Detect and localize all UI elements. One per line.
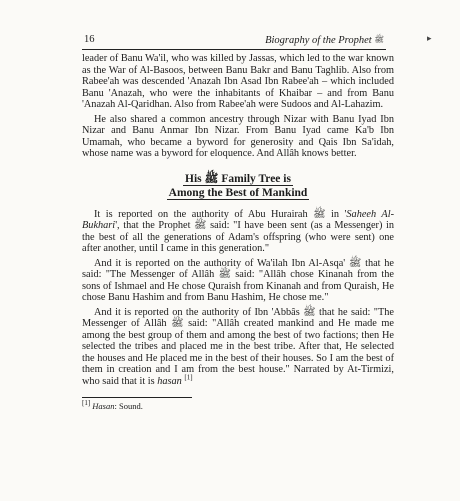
paragraph-5: [82, 307, 394, 388]
paragraph-5-text: And it is reported on the authority of Ibn 'Abbâs ﷺ that he said: "The Messenger of Allâh ﷺ said: "Allâh created mankind and He made me among the best group of them and among the best of two factions; then He selected the tribes and placed me in the best tribe. After that, He selected the houses and He placed me in the best of their houses. So I am the best of them in creation and I am from the best house." Narrated by At-Tirmizi, who said that it is: [82, 306, 395, 387]
section-heading-line-1: His ﷺ Family Tree is: [185, 172, 291, 185]
pbuh-glyph: ﷺ: [374, 35, 384, 44]
section-heading-line-2: Among the Best of Mankind: [168, 187, 308, 199]
paragraph-2: He also shared a common ancestry through Nizar with Banu Iyad Ibn Nizar and Banu Anmar Ibn Nizar. From Banu Iyad came Ka'b Ibn Umamah, who became a byword for generosity and Qais Ibn Sa'idah, whose name was a byword for eloquence. And Allâh knows better.: [82, 113, 394, 159]
hasan-term: hasan: [157, 375, 182, 387]
running-head: [265, 34, 384, 46]
page-body: [82, 53, 394, 411]
footnote: [82, 401, 394, 411]
running-head-title: Biography of the Prophet: [265, 35, 372, 46]
section-heading: [82, 172, 394, 201]
source-title: Saheeh Al-Bukhari: [82, 208, 394, 231]
page-header: [82, 32, 386, 50]
paragraph-4: And it is reported on the authority of Wa'ilah Ibn Al-Asqa' ﷺ that he said: "The Messenger of Allâh ﷺ said: "Allâh chose Kinanah from the sons of Ishmael and He chose Quraish from Kinanah and from Quraish, He chose Banu Hashim and from Banu Hashim, He chose me.": [82, 257, 395, 303]
footnote-divider: [82, 397, 192, 398]
margin-mark-icon: ▸: [427, 33, 432, 43]
footnote-marker: [1]: [82, 399, 91, 408]
page-number: 16: [84, 34, 95, 45]
paragraph-3-text-a: It is reported on the authority of Abu Hurairah ﷺ in ': [94, 208, 347, 220]
paragraph-1: leader of Banu Wa'il, who was killed by Jassas, which led to the war known as the War of Al-Basoos, between Banu Bakr and Banu Taghlib. Also from Rabee'ah was descended 'Anazah Ibn Asad Ibn Rabee'ah – which included Banu 'Anazah, who were the inhabitants of Khaibar – and from Banu 'Anazah Al-Qaridhan. Also from Rabee'ah were Sudoos and Al-Lahazim.: [82, 53, 394, 110]
footnote-term: Hasan: [92, 401, 115, 411]
paragraph-3-text-b: ', that the Prophet ﷺ said: "I have been sent (as a Messenger) in the best of all the generations of Adam's offspring (who were sent) one after another, until I came in this generation.": [82, 220, 394, 254]
footnote-text: : Sound.: [114, 401, 143, 411]
footnote-ref: [1]: [184, 373, 193, 382]
paragraph-3: [82, 209, 394, 255]
